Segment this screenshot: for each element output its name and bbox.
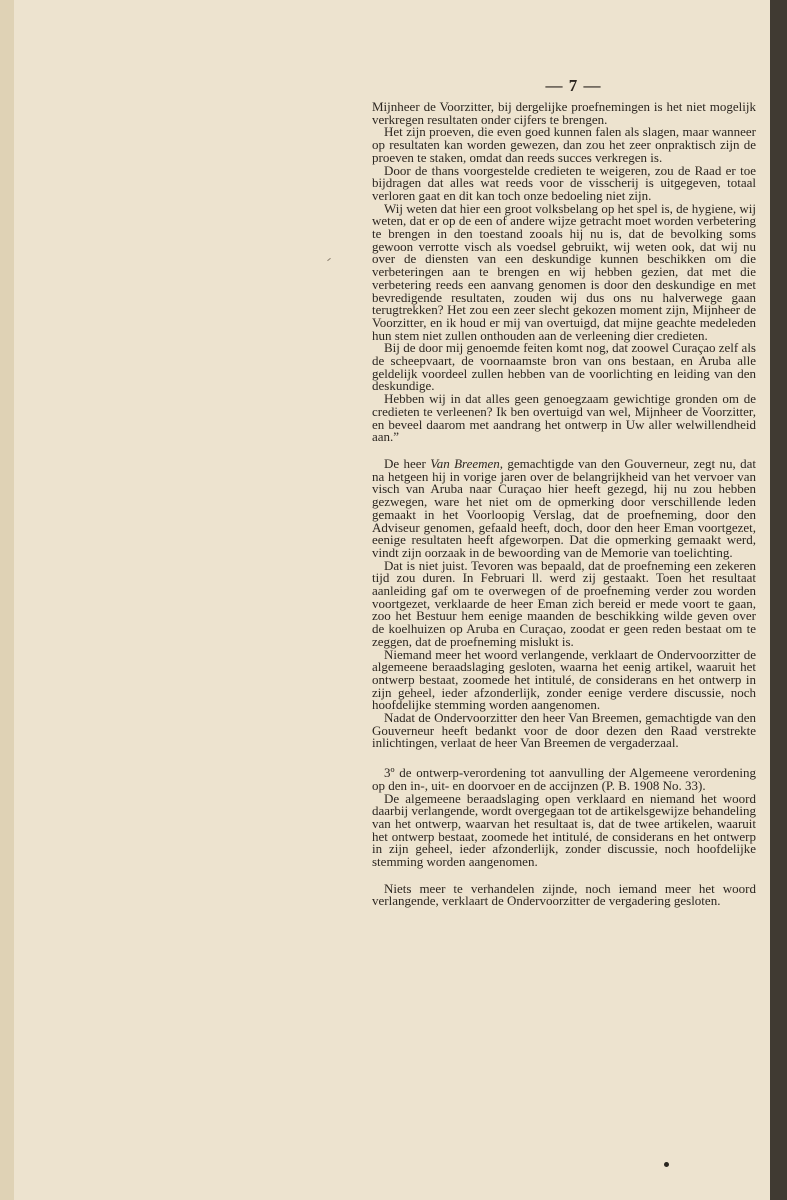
paragraph: De algemeene beraadslaging open verklaard en niemand het woord daarbij verlangende, wordt overgegaan tot de artikelsgewijze behandeling van het ontwerp, waarvan het resultaat is, dat de twee artikelen, waaruit het ontwerp bestaat, zoomede het intitulé, de considerans en het ontwerp in zijn geheel, ieder afzonderlijk, zonder discussie, noch hoofdelijke stemming worden aangenomen. xyxy=(372,790,756,870)
paragraph: Bij de door mij genoemde feiten komt nog, dat zoowel Curaçao zelf als de scheepvaart, de voornaamste bron van ons bestaan, en Aruba alle geldelijk voordeel zullen hebben van de voorlichting en leiding van den deskundige. xyxy=(372,340,756,394)
paragraph: 3º de ontwerp-verordening tot aanvulling der Algemeene verordening op den in-, uit- en doorvoer en de accijnzen (P. B. 1908 No. 33). xyxy=(372,765,756,793)
paragraph: Wij weten dat hier een groot volksbelang op het spel is, de hygiene, wij weten, dat er op de een of andere wijze getracht moet worden verbetering te brengen in den toestand zooals hij nu is, dat de bevolking soms gewoon verrotte visch als voedsel gebruikt, wij weten ook, dat wij nu over de diensten van een deskundige kunnen beschikken om die verbeteringen aan te brengen en wij hebben gezien, dat met die verbetering reeds een aanvang genomen is door den deskundige en met bevredigende resultaten, zouden wij dus ons nu halverwege gaan terugtrekken? Het zou een zeer slecht gekozen moment zijn, Mijnheer de Voorzitter, en ik houd er mij van overtuigd, dat mijne geachte medeleden hun stem niet zullen onthouden aan de verleening dier credieten. xyxy=(372,200,756,343)
paragraph-text: gemachtigde van den Gouverneur, zegt nu, dat na hetgeen hij in vorige jaren over de belangrijkheid van het vervoer van visch van Aruba naar Curaçao hier heeft gezegd, hij nu zou hebben gezwegen, ware het niet om de opmerking door verschillende leden gemaakt in het Voorloopig Verslag, dat de proefneming, door den Adviseur genomen, gefaald heeft, doch, door den heer Eman voortgezet, eenige resultaten heeft afgeworpen. Dat die opmerking gemaakt werd, vindt zijn oorzaak in de bewoording van de Memorie van toelichting. xyxy=(372,455,756,560)
paragraph: Mijnheer de Voorzitter, bij dergelijke proefnemingen is het niet mogelijk verkregen resultaten onder cijfers te brengen. xyxy=(372,99,756,127)
text-column xyxy=(372,101,756,908)
speaker-name: Van Breemen, xyxy=(430,455,504,471)
paragraph: Niemand meer het woord verlangende, verklaart de Ondervoorzitter de algemeene beraadslaging gesloten, waarna het eenig artikel, waaruit het ontwerp bestaat, zoomede het intitulé, de considerans en het ontwerp in zijn geheel, ieder afzonderlijk, zonder eenige verdere discussie, noch hoofdelijke stemming worden aangenomen. xyxy=(372,646,756,713)
paragraph: Door de thans voorgestelde credieten te weigeren, zou de Raad er toe bijdragen dat alles wat reeds voor de visscherij is uitgegeven, totaal verloren gaat en dit kan toch onze bedoeling niet zijn. xyxy=(372,162,756,203)
paragraph: Dat is niet juist. Tevoren was bepaald, dat de proefneming een zekeren tijd zou duren. In Februari ll. werd zij gestaakt. Toen het resultaat aanleiding gaf om te overwegen of de proefneming verder zou worden voortgezet, verklaarde de heer Eman zich bereid er mede voort te gaan, zoo het Bestuur hem eenige maanden de beschikking wilde geven over de koelhuizen op Aruba en Curaçao, zoodat er geen reden bestaat om te zeggen, dat de proefneming mislukt is. xyxy=(372,557,756,649)
paragraph: Nadat de Ondervoorzitter den heer Van Breemen, gemachtigde van den Gouverneur heeft bedankt voor de door dezen den Raad verstrekte inlichtingen, verlaat de heer Van Breemen de vergaderzaal. xyxy=(372,710,756,751)
paragraph-prefix: De heer xyxy=(384,455,431,471)
paragraph: Niets meer te verhandelen zijnde, noch iemand meer het woord verlangende, verklaart de Ondervoorzitter de vergadering gesloten. xyxy=(372,880,756,909)
scan-right-edge xyxy=(770,0,787,1200)
paragraph: Het zijn proeven, die even goed kunnen falen als slagen, maar wanneer op resultaten kan worden gewezen, dan zou het zeer onpraktisch zijn de proeven te staken, omdat dan reeds succes verkregen is. xyxy=(372,124,756,165)
ink-dot xyxy=(664,1162,669,1167)
paragraph: Hebben wij in dat alles geen genoegzaam gewichtige gronden om de credieten te verleenen? Ik ben overtuigd van wel, Mijnheer de Voorzitter, en beveel daarom met aandrang het ontwerp in Uw aller welwillendheid aan.” xyxy=(372,391,756,445)
scan-left-edge xyxy=(0,0,14,1200)
page-number: — 7 — xyxy=(545,76,602,95)
paragraph xyxy=(372,455,756,560)
